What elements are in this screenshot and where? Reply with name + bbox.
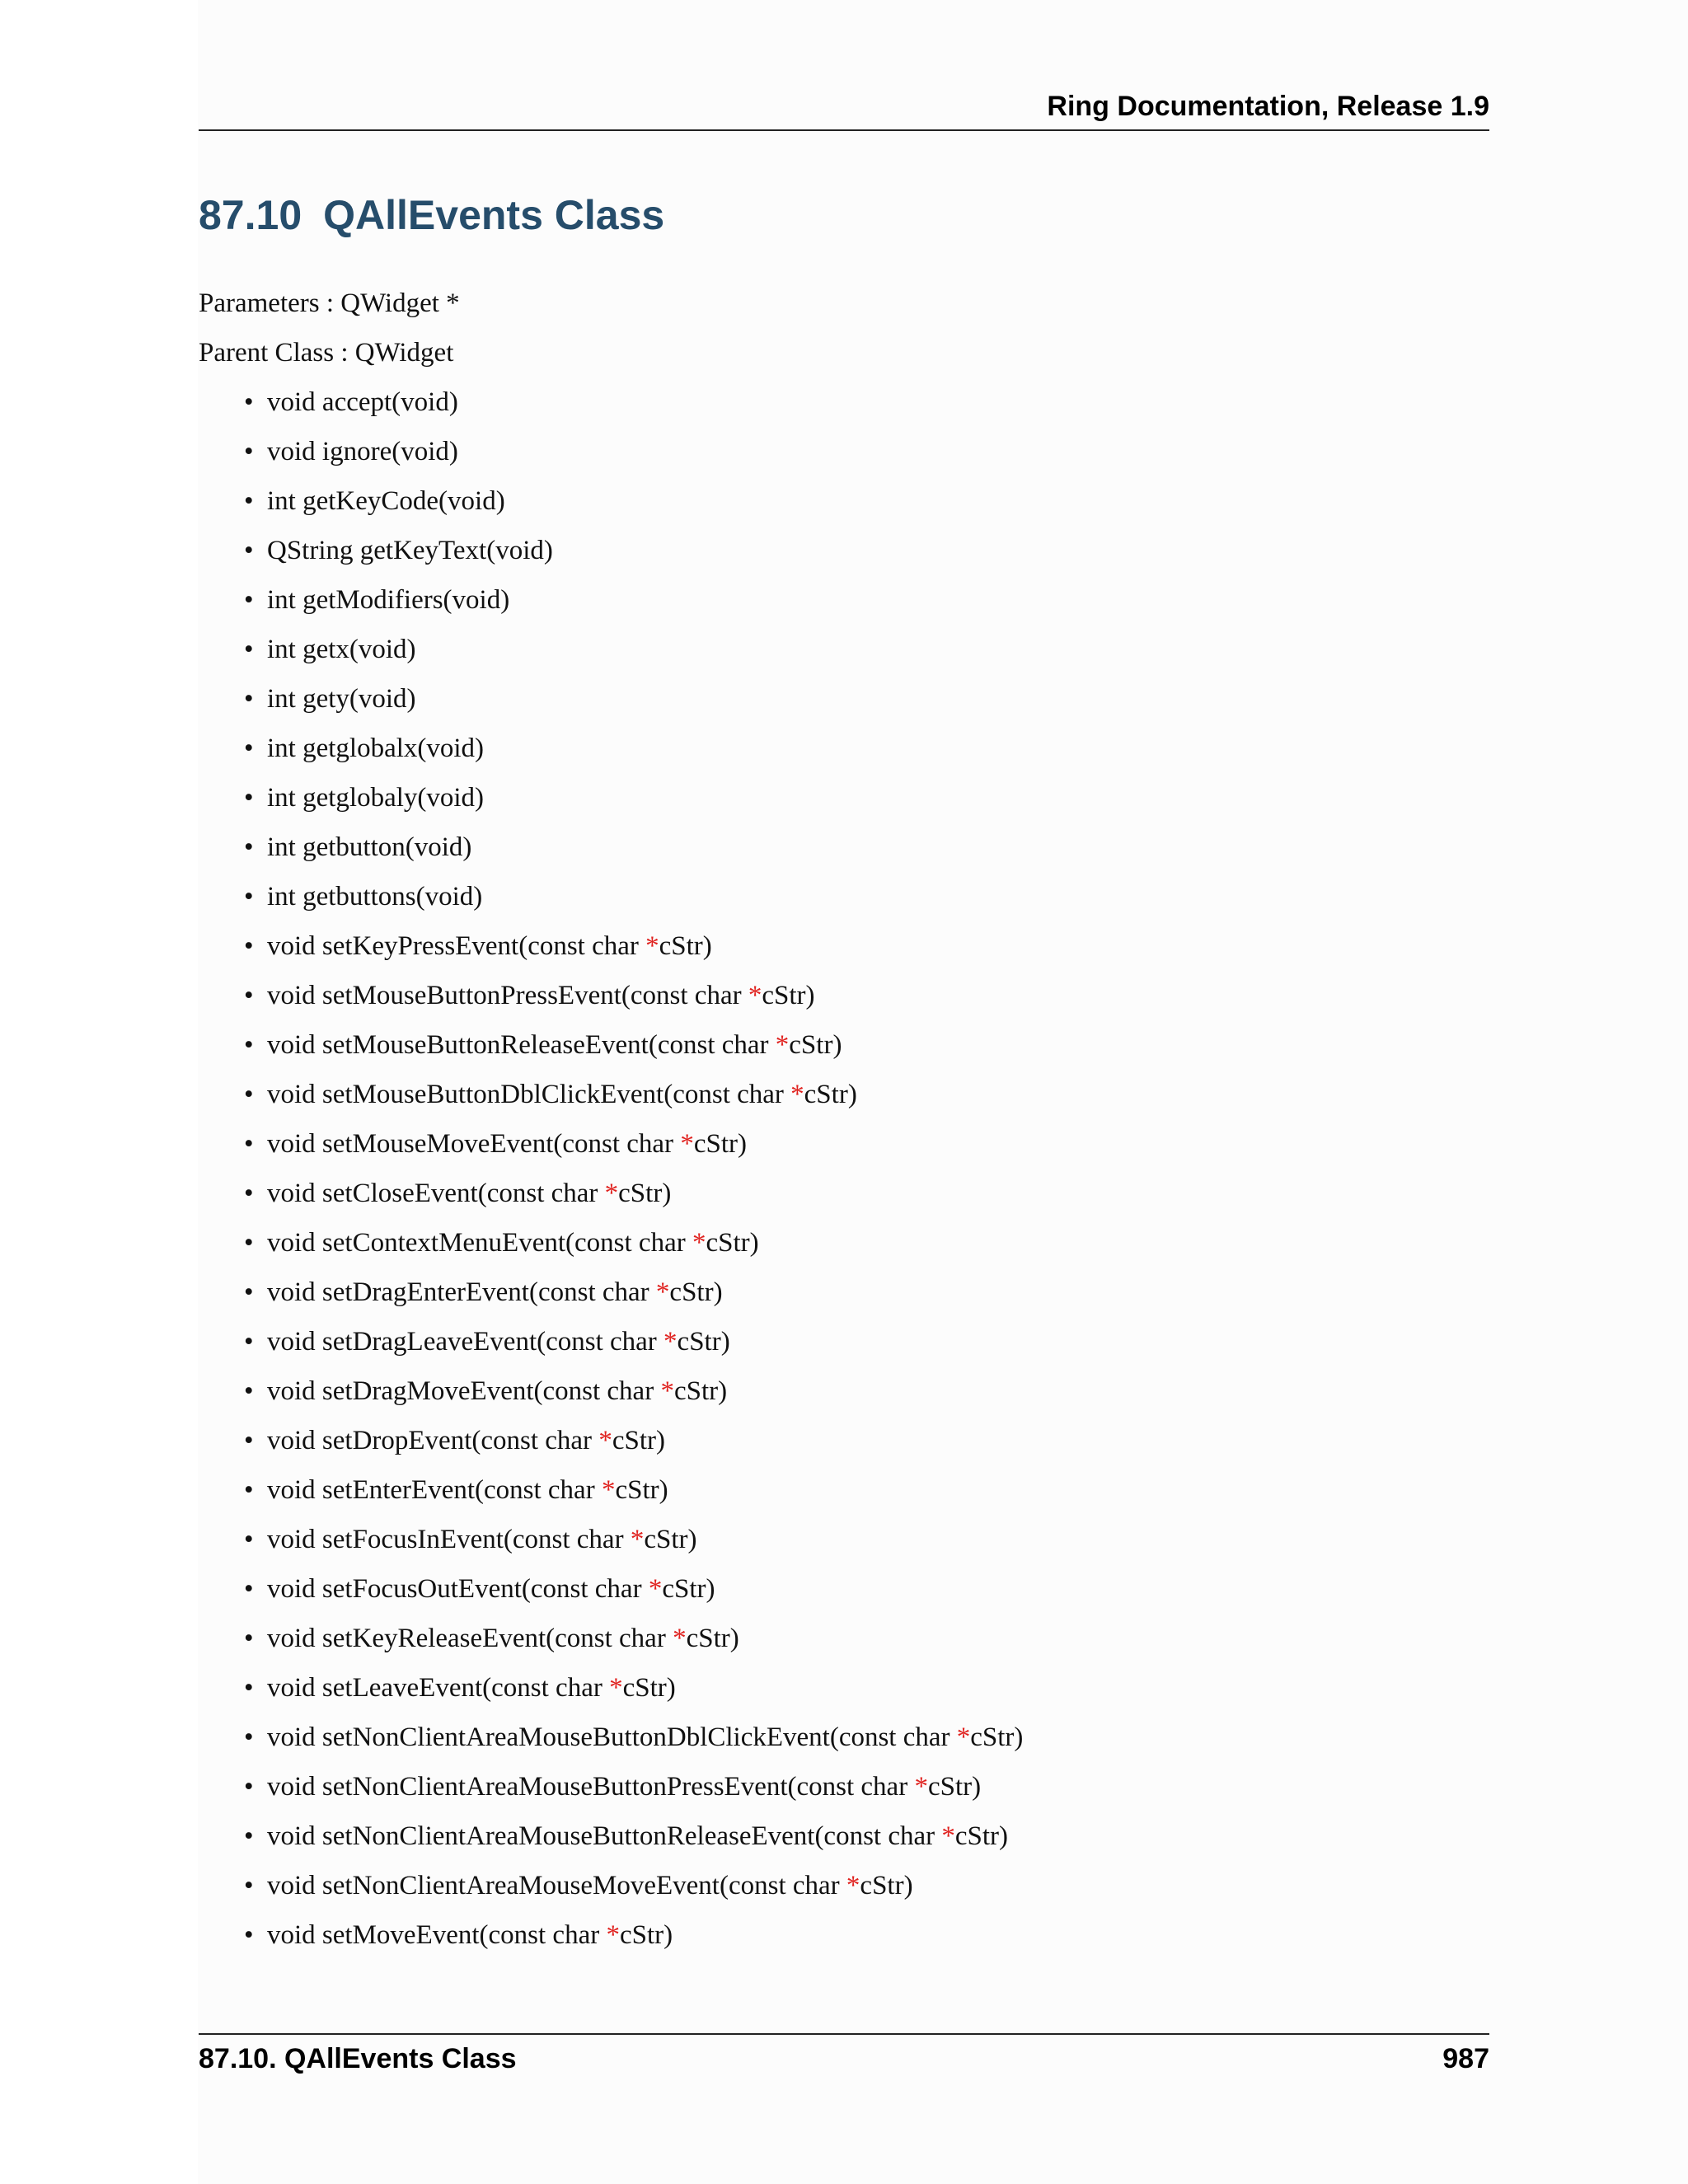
- method-signature: [267, 633, 416, 666]
- parameters-line: Parameters : QWidget *: [199, 288, 460, 318]
- pointer-star: *: [846, 1871, 860, 1900]
- method-signature: [267, 1177, 671, 1210]
- pointer-star: *: [609, 1673, 623, 1703]
- pointer-star: *: [645, 931, 659, 961]
- pointer-star: *: [606, 1920, 620, 1950]
- signature-text: QString getKeyText(void): [267, 536, 553, 565]
- bullet-icon: •: [244, 585, 254, 615]
- signature-text: void accept(void): [267, 387, 458, 417]
- method-signature: [267, 1622, 739, 1655]
- bullet-icon: •: [244, 1277, 254, 1307]
- signature-param: cStr): [673, 1376, 728, 1406]
- signature-param: cStr): [662, 1574, 715, 1604]
- signature-text: void setDragEnterEvent(const char: [267, 1277, 656, 1307]
- signature-text: void setFocusOutEvent(const char: [267, 1574, 649, 1604]
- bullet-icon: •: [244, 1030, 254, 1060]
- signature-param: cStr): [644, 1525, 697, 1554]
- method-signature: [267, 534, 553, 567]
- bullet-icon: •: [244, 1376, 254, 1406]
- bullet-icon: •: [244, 783, 254, 813]
- pointer-star: *: [956, 1722, 971, 1752]
- pointer-star: *: [914, 1772, 928, 1802]
- signature-text: int getKeyCode(void): [267, 486, 505, 516]
- method-signature: [267, 1375, 727, 1408]
- pointer-star: *: [601, 1475, 616, 1505]
- pointer-star: *: [673, 1624, 687, 1653]
- section-heading: [199, 194, 664, 236]
- bullet-icon: •: [244, 635, 254, 664]
- method-signature: [267, 1572, 715, 1605]
- method-signature: [267, 1721, 1023, 1754]
- method-signature: [267, 386, 458, 419]
- bullet-icon: •: [244, 1475, 254, 1505]
- method-signature: [267, 979, 815, 1012]
- bullet-icon: •: [244, 684, 254, 714]
- signature-param: cStr): [954, 1821, 1009, 1851]
- signature-param: cStr): [618, 1179, 672, 1208]
- signature-text: int getx(void): [267, 635, 416, 664]
- method-signature: [267, 1325, 730, 1358]
- method-signature: [267, 435, 458, 468]
- signature-text: void setNonClientAreaMouseMoveEvent(const char: [267, 1871, 846, 1900]
- bullet-icon: •: [244, 1772, 254, 1802]
- bullet-icon: •: [244, 536, 254, 565]
- signature-text: int getModifiers(void): [267, 585, 510, 615]
- signature-text: void setKeyPressEvent(const char: [267, 931, 646, 961]
- signature-text: void setMouseButtonDblClickEvent(const char: [267, 1080, 791, 1109]
- signature-text: void setMouseButtonPressEvent(const char: [267, 981, 748, 1010]
- signature-text: void setMouseButtonReleaseEvent(const char: [267, 1030, 776, 1060]
- method-signature: [267, 583, 509, 616]
- signature-param: cStr): [622, 1673, 676, 1703]
- method-signature: [267, 1869, 913, 1902]
- signature-param: cStr): [927, 1772, 982, 1802]
- bullet-icon: •: [244, 832, 254, 862]
- signature-text: void setEnterEvent(const char: [267, 1475, 602, 1505]
- method-signature: [267, 1919, 673, 1952]
- bullet-icon: •: [244, 1722, 254, 1752]
- method-signature: [267, 1127, 747, 1160]
- method-signature: [267, 880, 482, 913]
- signature-param: cStr): [615, 1475, 668, 1505]
- signature-param: cStr): [677, 1327, 730, 1357]
- signature-text: void setDragLeaveEvent(const char: [267, 1327, 664, 1357]
- signature-text: int getbuttons(void): [267, 882, 483, 912]
- bullet-icon: •: [244, 1228, 254, 1258]
- pointer-star: *: [604, 1179, 619, 1208]
- pointer-star: *: [692, 1228, 706, 1258]
- signature-text: void setNonClientAreaMouseButtonPressEvent(const char: [267, 1772, 915, 1802]
- signature-text: void setLeaveEvent(const char: [267, 1673, 610, 1703]
- section-title: QAllEvents Class: [323, 192, 665, 238]
- signature-text: int gety(void): [267, 684, 416, 714]
- pointer-star: *: [790, 1080, 804, 1109]
- bullet-icon: •: [244, 1327, 254, 1357]
- signature-param: cStr): [970, 1722, 1024, 1752]
- bullet-icon: •: [244, 1624, 254, 1653]
- signature-param: cStr): [619, 1920, 673, 1950]
- method-signature: [267, 1424, 665, 1457]
- bullet-icon: •: [244, 931, 254, 961]
- signature-param: cStr): [706, 1228, 759, 1258]
- signature-text: void setNonClientAreaMouseButtonDblClickEvent(const char: [267, 1722, 957, 1752]
- method-signature: [267, 1523, 696, 1556]
- pointer-star: *: [748, 981, 762, 1010]
- pointer-star: *: [648, 1574, 663, 1604]
- bullet-icon: •: [244, 1821, 254, 1851]
- signature-text: void setKeyReleaseEvent(const char: [267, 1624, 673, 1653]
- bullet-icon: •: [244, 981, 254, 1010]
- running-header: Ring Documentation, Release 1.9: [1047, 91, 1489, 122]
- method-signature: [267, 732, 484, 765]
- parent-class-line: Parent Class : QWidget: [199, 338, 454, 368]
- pointer-star: *: [630, 1525, 645, 1554]
- method-signature: [267, 1226, 759, 1259]
- signature-param: cStr): [669, 1277, 723, 1307]
- pointer-star: *: [660, 1376, 674, 1406]
- signature-param: cStr): [686, 1624, 739, 1653]
- signature-text: void setNonClientAreaMouseButtonReleaseEvent(const char: [267, 1821, 942, 1851]
- page-number: 987: [1442, 2043, 1489, 2074]
- signature-param: cStr): [860, 1871, 913, 1900]
- method-signature: [267, 1029, 842, 1062]
- signature-text: void setFocusInEvent(const char: [267, 1525, 631, 1554]
- bullet-icon: •: [244, 387, 254, 417]
- bullet-icon: •: [244, 437, 254, 466]
- signature-text: int getglobaly(void): [267, 783, 485, 813]
- method-signature: [267, 1276, 723, 1309]
- signature-text: int getglobalx(void): [267, 733, 485, 763]
- bullet-icon: •: [244, 1871, 254, 1900]
- method-signature: [267, 781, 484, 814]
- method-signature: [267, 682, 416, 715]
- bullet-icon: •: [244, 1574, 254, 1604]
- signature-text: int getbutton(void): [267, 832, 472, 862]
- method-signature: [267, 930, 712, 963]
- signature-text: void setMoveEvent(const char: [267, 1920, 607, 1950]
- signature-text: void setDropEvent(const char: [267, 1426, 599, 1455]
- pointer-star: *: [680, 1129, 694, 1159]
- pointer-star: *: [663, 1327, 678, 1357]
- signature-text: void setContextMenuEvent(const char: [267, 1228, 692, 1258]
- signature-text: void setMouseMoveEvent(const char: [267, 1129, 681, 1159]
- header-rule: [199, 129, 1489, 131]
- bullet-icon: •: [244, 486, 254, 516]
- method-signature: [267, 831, 471, 864]
- section-number: 87.10: [199, 192, 302, 238]
- page-margin: [0, 0, 198, 2184]
- signature-param: cStr): [804, 1080, 857, 1109]
- signature-text: void setCloseEvent(const char: [267, 1179, 605, 1208]
- method-signature: [267, 1078, 857, 1111]
- footer-rule: [199, 2033, 1489, 2035]
- method-signature: [267, 1671, 676, 1704]
- signature-param: cStr): [762, 981, 815, 1010]
- method-signature: [267, 1820, 1008, 1853]
- signature-text: void setDragMoveEvent(const char: [267, 1376, 661, 1406]
- footer-section-label: 87.10. QAllEvents Class: [199, 2043, 517, 2074]
- method-signature: [267, 1770, 981, 1803]
- pointer-star: *: [775, 1030, 790, 1060]
- pointer-star: *: [598, 1426, 612, 1455]
- bullet-icon: •: [244, 1129, 254, 1159]
- method-signature: [267, 1474, 668, 1507]
- signature-param: cStr): [789, 1030, 842, 1060]
- signature-param: cStr): [612, 1426, 665, 1455]
- signature-param: cStr): [659, 931, 712, 961]
- method-signature: [267, 485, 505, 518]
- bullet-icon: •: [244, 733, 254, 763]
- bullet-icon: •: [244, 882, 254, 912]
- bullet-icon: •: [244, 1920, 254, 1950]
- signature-text: void ignore(void): [267, 437, 458, 466]
- pointer-star: *: [655, 1277, 670, 1307]
- bullet-icon: •: [244, 1080, 254, 1109]
- bullet-icon: •: [244, 1179, 254, 1208]
- bullet-icon: •: [244, 1426, 254, 1455]
- signature-param: cStr): [693, 1129, 747, 1159]
- bullet-icon: •: [244, 1525, 254, 1554]
- bullet-icon: •: [244, 1673, 254, 1703]
- pointer-star: *: [941, 1821, 955, 1851]
